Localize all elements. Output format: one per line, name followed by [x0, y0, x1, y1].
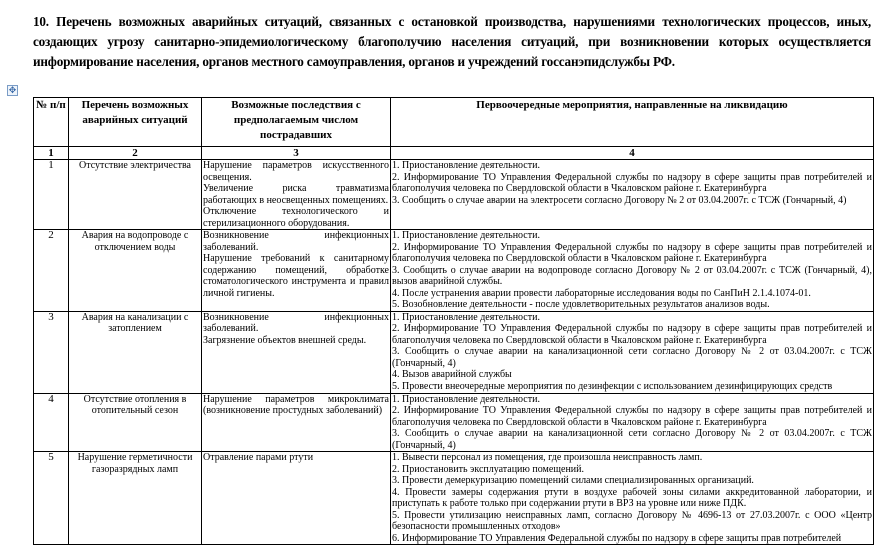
measures-cell	[391, 160, 874, 230]
situation-cell	[69, 452, 202, 545]
consequence-item: Возникновение инфекционных заболеваний.	[203, 230, 389, 253]
row-number: 3	[34, 311, 69, 393]
consequence-item: Отравление парами ртути	[203, 452, 314, 463]
header-measures: Первоочередные мероприятия, направленные на ликвидацию	[391, 98, 874, 147]
table-row	[34, 452, 874, 545]
measure-item: 5. Провести внеочередные мероприятия по дезинфекции с использованием дезинфицирующих средств	[392, 380, 833, 392]
column-number: 4	[391, 147, 874, 160]
measure-item: 1. Приостановление деятельности.	[392, 230, 540, 241]
measure-item: 4. После устранения аварии провести лабораторные исследования воды по СанПиН 2.1.4.1074-01.	[392, 287, 811, 299]
table-row	[34, 393, 874, 452]
measure-item: 2. Информирование ТО Управления Федеральной службы по надзору в сфере защиты прав потребителей и благополучия человека по Свердловской области в Чкаловском районе г. Екатеринбурга	[392, 171, 872, 194]
measure-item: 4. Провести замеры содержания ртути в воздухе рабочей зоны силами аккредитованной лаборатории, и приступать к работе только при содержании ртути в ВРЗ на уровне или ниже ПДК.	[392, 486, 872, 509]
consequence-item: Увеличение риска травматизма работающих в неосвещенных помещениях.	[203, 183, 389, 206]
measure-item: 3. Сообщить о случае аварии на канализационной сети согласно Договору № 2 от 03.04.2007г. с ТСЖ (Гончарный, 4)	[392, 428, 872, 451]
measure-item: 3. Сообщить о случае аварии на электросети согласно Договору № 2 от 03.04.2007г. с ТСЖ (Гончарный, 4)	[392, 194, 847, 206]
situation-text: Нарушение герметичности газоразрядных ламп	[77, 452, 193, 475]
measure-item: 6. Информирование ТО Управления Федеральной службы по надзору в сфере защиты прав потребителей	[392, 532, 842, 544]
column-number: 2	[69, 147, 202, 160]
measure-item: 2. Информирование ТО Управления Федеральной службы по надзору в сфере защиты прав потребителей и благополучия человека по Свердловской области в Чкаловском районе г. Екатеринбурга	[392, 323, 872, 346]
situation-cell	[69, 230, 202, 312]
measure-item: 1. Приостановление деятельности.	[392, 393, 540, 405]
emergency-table	[33, 97, 874, 545]
situation-cell	[69, 393, 202, 452]
measure-item: 2. Информирование ТО Управления Федеральной службы по надзору в сфере защиты прав потребителей и благополучия человека по Свердловской области в Чкаловском районе г. Екатеринбурга	[392, 241, 872, 264]
header-number: № п/п	[34, 98, 69, 147]
measure-item: 2. Приостановить эксплуатацию помещений.	[392, 463, 585, 475]
situation-cell	[69, 160, 202, 230]
measure-item: 1. Приостановление деятельности.	[392, 311, 540, 323]
column-number: 1	[34, 147, 69, 160]
row-number: 5	[34, 452, 69, 545]
measure-item: 1. Приостановление деятельности.	[392, 160, 540, 171]
consequences-cell	[202, 230, 391, 312]
situation-text: Отсутствие отопления в отопительный сезон	[83, 393, 187, 416]
situation-text: Отсутствие электричества	[79, 160, 191, 171]
consequence-item: Нарушение параметров микроклимата (возникновение простудных заболеваний)	[203, 393, 389, 416]
table-row	[34, 160, 874, 230]
consequences-cell	[202, 311, 391, 393]
measures-cell	[391, 393, 874, 452]
header-consequences: Возможные последствия с предполагаемым числом пострадавших	[202, 98, 391, 147]
situation-text: Авария на канализации с затоплением	[81, 311, 189, 334]
column-number-row	[34, 147, 874, 160]
header-row	[34, 98, 874, 147]
table-move-handle-icon[interactable]: ✥	[8, 85, 17, 95]
measure-item: 3. Провести демеркуризацию помещений силами специализированных организаций.	[392, 475, 754, 486]
header-situation: Перечень возможных аварийных ситуаций	[69, 98, 202, 147]
table-row	[34, 230, 874, 312]
consequences-cell	[202, 452, 391, 545]
measure-item: 1. Вывести персонал из помещения, где произошла неисправность ламп.	[392, 452, 703, 463]
row-number: 2	[34, 230, 69, 312]
consequence-item: Отключение технологического и стерилизационного оборудования.	[203, 206, 389, 229]
consequences-cell	[202, 160, 391, 230]
situation-cell	[69, 311, 202, 393]
consequences-cell	[202, 393, 391, 452]
measure-item: 2. Информирование ТО Управления Федеральной службы по надзору в сфере защиты прав потребителей и благополучия человека по Свердловской области в Чкаловском районе г. Екатеринбурга	[392, 405, 872, 428]
table-row	[34, 311, 874, 393]
measure-item: 5. Возобновление деятельности - после удовлетворительных результатов анализов воды.	[392, 299, 770, 310]
measure-item: 3. Сообщить о случае аварии на водопроводе согласно Договору № 2 от 03.04.2007г. с ТСЖ (Гончарный, 4), вызов аварийной службы.	[392, 264, 872, 287]
consequence-item: Загрязнение объектов внешней среды.	[203, 334, 367, 346]
section-title: 10. Перечень возможных аварийных ситуаций, связанных с остановкой производства, нарушениями технологических процессов, иных, создающих угрозу санитарно-эпидемиологическому благополучию населения ситуаций, при возникновении которых осуществляется информирование населения, органов местного самоуправления, органов и учреждений госсанэпидслужбы РФ.	[33, 14, 871, 69]
row-number: 1	[34, 160, 69, 230]
measures-cell	[391, 311, 874, 393]
consequence-item: Возникновение инфекционных заболеваний.	[203, 311, 389, 334]
measure-item: 5. Провести утилизацию неисправных ламп, согласно Договору № 4696-13 от 27.03.2007г. с ООО «Центр безопасности промышленных отходов»	[392, 509, 872, 532]
measure-item: 4. Вызов аварийной службы	[392, 369, 512, 380]
measure-item: 3. Сообщить о случае аварии на канализационной сети согласно Договору № 2 от 03.04.2007г. с ТСЖ (Гончарный, 4)	[392, 346, 872, 369]
measures-cell	[391, 452, 874, 545]
measures-cell	[391, 230, 874, 312]
situation-text: Авария на водопроводе с отключением воды	[81, 230, 189, 253]
consequence-item: Нарушение требований к санитарному содержанию помещений, обработке стоматологического инструмента и правил личной гигиены.	[203, 253, 389, 299]
consequence-item: Нарушение параметров искусственного освещения.	[203, 160, 389, 183]
column-number: 3	[202, 147, 391, 160]
row-number: 4	[34, 393, 69, 452]
